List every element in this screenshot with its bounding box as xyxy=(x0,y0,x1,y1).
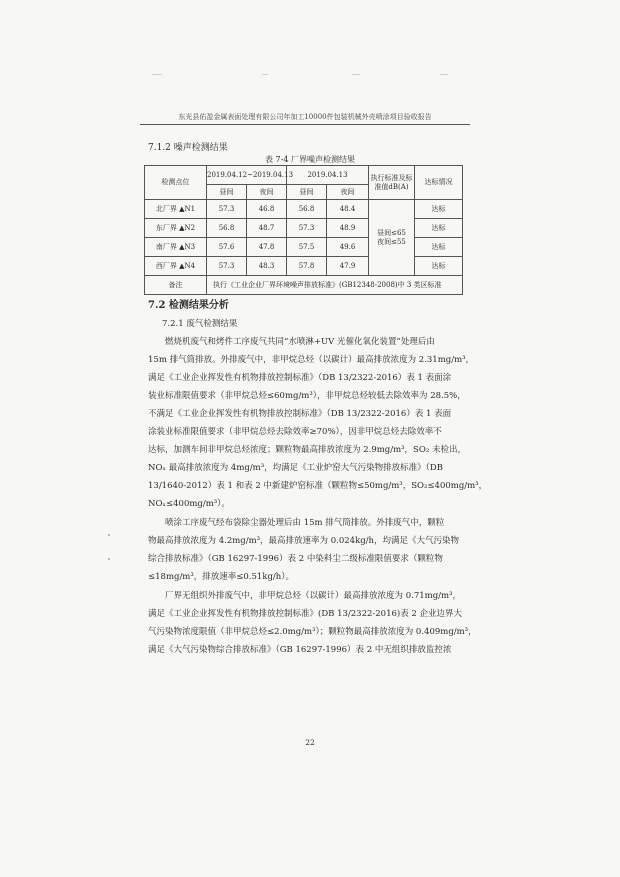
section-heading-712: 7.1.2 噪声检测结果 xyxy=(148,143,228,153)
text-line: 气污染物浓度限值（非甲烷总烃≤2.0mg/m³）；颗粒物最高排放浓度为 0.409mg/m³， xyxy=(148,627,477,637)
subheader-day: 昼间 xyxy=(207,185,247,200)
text-line: 装业标准限值要求（非甲烷总烃≤60mg/m³），非甲烷总烃较低去除效率为 28.5%， xyxy=(148,391,466,401)
cell-value: 57.3 xyxy=(207,257,247,276)
cell-point: 东厂界 ▲N2 xyxy=(145,219,207,238)
header-date1: 2019.04.12~2019.04.13 xyxy=(207,166,287,185)
header-date2: 2019.04.13 xyxy=(287,166,369,185)
text-line: 13/1640-2012）表 1 和表 2 中新建炉窑标准（颗粒物≤50mg/m³，SO₂≤400mg/m³， xyxy=(148,481,488,491)
cell-value: 48.7 xyxy=(247,219,287,238)
paragraph-spraying-exhaust xyxy=(148,514,460,586)
header-status: 达标情况 xyxy=(415,166,463,200)
table-note-row xyxy=(145,276,463,295)
cell-value: 48.9 xyxy=(327,219,369,238)
cell-value: 48.3 xyxy=(247,257,287,276)
header-point: 检测点位 xyxy=(145,166,207,200)
text-line: 综合排放标准》（GB 16297-1996）表 2 中染料尘二级标准限值要求（颗粒物 xyxy=(148,554,443,564)
text-line: 燃烧机废气和烤件工序废气共同“水喷淋+UV 光催化氧化装置”处理后由 xyxy=(148,337,435,347)
table-row xyxy=(145,219,463,238)
cell-value: 57.3 xyxy=(207,200,247,219)
cell-value: 56.8 xyxy=(287,200,327,219)
scan-speck xyxy=(108,534,110,536)
cell-value: 57.5 xyxy=(287,238,327,257)
standard-day: 昼间≤65 xyxy=(377,228,406,237)
cell-status: 达标 xyxy=(415,219,463,238)
cell-point: 西厂界 ▲N4 xyxy=(145,257,207,276)
paragraph-combustion-exhaust xyxy=(148,333,488,513)
scan-mark xyxy=(440,74,448,75)
cell-value: 46.8 xyxy=(247,200,287,219)
text-line: 满足《工业企业挥发性有机物排放控制标准》(DB 13/2322-2016)表 2 企业边界大 xyxy=(148,609,463,619)
cell-value: 57.6 xyxy=(207,238,247,257)
cell-standard xyxy=(369,200,415,276)
text-line: NOₓ 最高排放浓度为 4mg/m³，均满足《工业炉窑大气污染物排放标准》（DB xyxy=(148,463,443,473)
cell-value: 57.3 xyxy=(287,219,327,238)
note-text: 执行《工业企业厂界环境噪声排放标准》(GB12348-2008)中 3 类区标准 xyxy=(207,276,463,295)
table-row xyxy=(145,238,463,257)
text-line: ≤18mg/m³，排放速率≤0.51kg/h）。 xyxy=(148,572,294,582)
section-heading-72: 7.2 检测结果分析 xyxy=(148,300,229,311)
page-number: 22 xyxy=(305,738,315,747)
cell-status: 达标 xyxy=(415,257,463,276)
text-line: 涂装业标准限值要求（非甲烷总烃去除效率≥70%），因非甲烷总烃去除效率不 xyxy=(148,427,442,437)
cell-status: 达标 xyxy=(415,238,463,257)
table-row xyxy=(145,257,463,276)
text-line: 不满足《工业企业挥发性有机物排放控制标准》（DB 13/2322-2016）表 1 表面 xyxy=(148,409,452,419)
cell-value: 49.6 xyxy=(327,238,369,257)
section-heading-721: 7.2.1 废气检测结果 xyxy=(162,319,238,329)
text-line: NOₓ≤400mg/m³）。 xyxy=(148,499,230,509)
running-header: 东光县佑盈金属表面处理有限公司年加工10000件包装机械外壳喷涂项目验收报告 xyxy=(178,113,432,121)
cell-point: 北厂界 ▲N1 xyxy=(145,200,207,219)
text-line: 喷涂工序废气经布袋除尘器处理后由 15m 排气筒排放。外排废气中，颗粒 xyxy=(148,518,445,528)
scan-speck xyxy=(108,558,110,560)
text-line: 厂界无组织外排废气中，非甲烷总烃（以碳计）最高排放浓度为 0.71mg/m³， xyxy=(148,591,461,601)
cell-value: 57.8 xyxy=(287,257,327,276)
text-line: 满足《大气污染物综合排放标准》（GB 16297-1996）表 2 中无组织排放监控浓 xyxy=(148,645,452,655)
standard-night: 夜间≤55 xyxy=(377,237,406,246)
text-line: 物最高排放浓度为 4.2mg/m³，最高排放速率为 0.024kg/h，均满足《大气污染物 xyxy=(148,536,460,546)
cell-value: 56.8 xyxy=(207,219,247,238)
paragraph-fugitive-exhaust xyxy=(148,587,477,659)
subheader-day: 昼间 xyxy=(287,185,327,200)
subheader-night: 夜间 xyxy=(247,185,287,200)
text-line: 达标，加测车间非甲烷总烃浓度；颗粒物最高排放浓度为 2.9mg/m³，SO₂ 未检出， xyxy=(148,445,466,455)
header-standard: 执行标准及标准值dB(A) xyxy=(369,166,415,200)
scan-mark xyxy=(152,74,162,75)
table-caption: 表 7-4 厂界噪声检测结果 xyxy=(265,155,355,164)
cell-value: 48.4 xyxy=(327,200,369,219)
scan-mark xyxy=(262,74,268,75)
cell-value: 47.8 xyxy=(247,238,287,257)
cell-value: 47.9 xyxy=(327,257,369,276)
text-line: 15m 排气筒排放。外排废气中，非甲烷总烃（以碳计）最高排放浓度为 2.31mg/m³， xyxy=(148,355,475,365)
subheader-night: 夜间 xyxy=(327,185,369,200)
scan-mark xyxy=(352,74,360,75)
table-header-row xyxy=(145,166,463,185)
table-row xyxy=(145,200,463,219)
cell-point: 南厂界 ▲N3 xyxy=(145,238,207,257)
noise-table xyxy=(144,165,463,295)
text-line: 满足《工业企业挥发性有机物排放控制标准》（DB 13/2322-2016）表 1 表面涂 xyxy=(148,373,452,383)
header-rule xyxy=(140,124,470,125)
note-label: 备注 xyxy=(145,276,207,295)
cell-status: 达标 xyxy=(415,200,463,219)
